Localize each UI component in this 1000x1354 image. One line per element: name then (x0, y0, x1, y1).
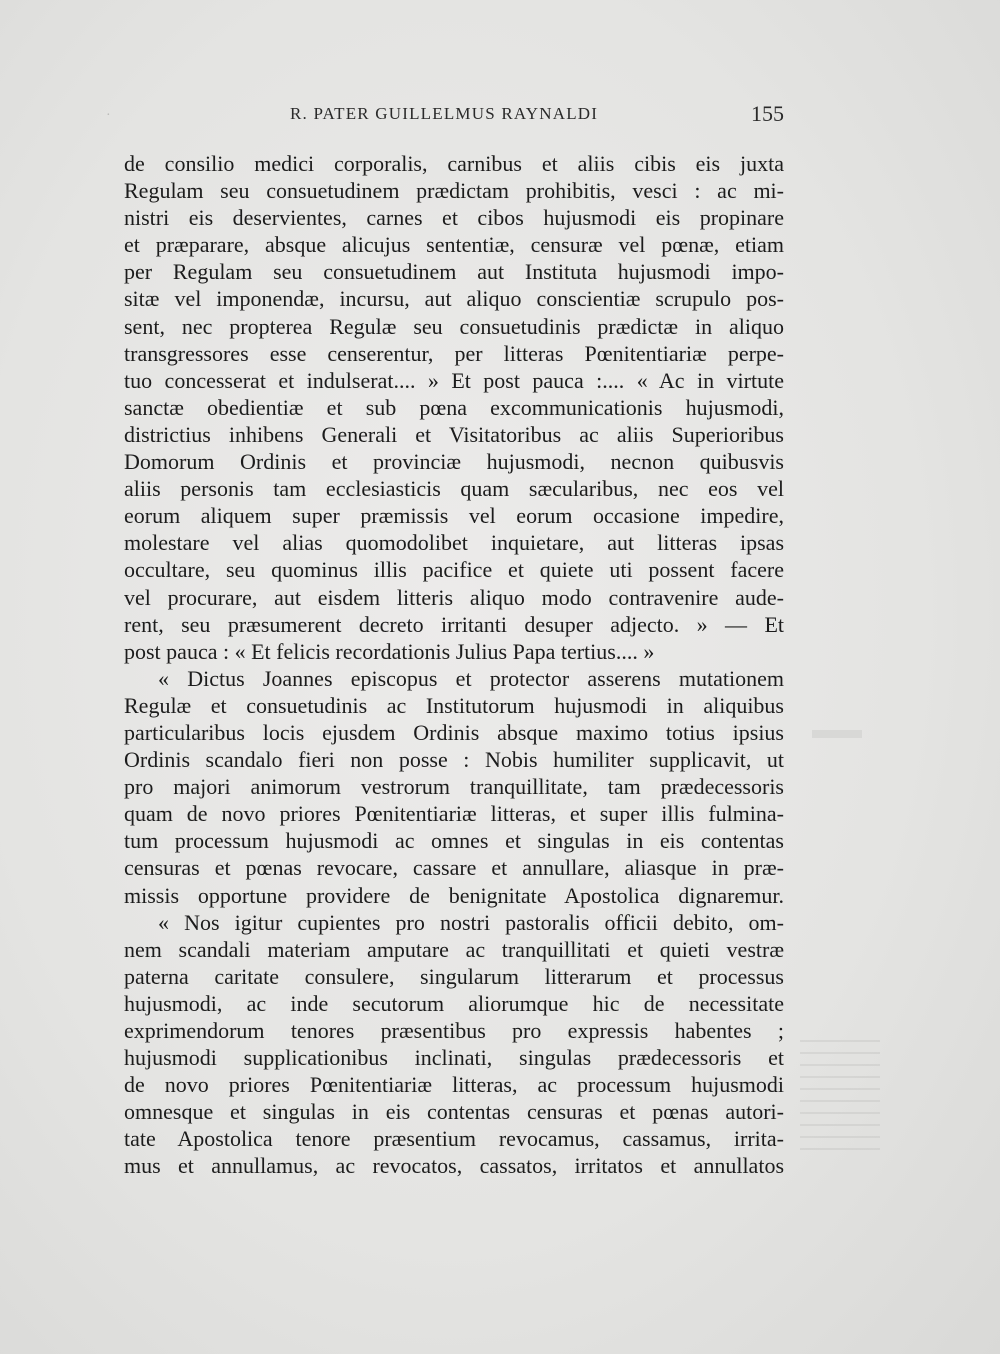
text-line: Regulæ et consuetudinis ac Institutorum hujusmodi in aliquibus (124, 692, 784, 718)
running-head (124, 101, 784, 134)
text-line: missis opportune providere de benignitate Apostolica dignaremur. (124, 882, 784, 908)
text-line: sent, nec propterea Regulæ seu consuetudinis prædictæ in aliquo (124, 313, 784, 339)
running-title: R. PATER GUILLELMUS RAYNALDI (290, 104, 599, 123)
text-line: pro majori animorum vestrorum tranquillitate, tam prædecessoris (124, 774, 784, 800)
text-line: exprimendorum tenores præsentibus pro expressis habentes ; (124, 1018, 784, 1043)
text-line: omnesque et singulas in eis contentas censuras et pœnas autori- (124, 1099, 784, 1125)
show-through-note (800, 1040, 880, 1150)
text-line: Domorum Ordinis et provinciæ hujusmodi, necnon quibusvis (124, 449, 784, 475)
show-through-mark (812, 730, 862, 738)
text-line: Regulam seu consuetudinem prædictam prohibitis, vesci : ac mi- (124, 178, 784, 204)
text-line: post pauca : « Et felicis recordationis Julius Papa tertius.... » (124, 638, 655, 664)
text-line: censuras et pœnas revocare, cassare et annullare, aliasque in præ- (124, 855, 784, 881)
text-line: quam de novo priores Pœnitentiariæ litteras, et super illis fulmina- (124, 801, 784, 827)
text-line: nistri eis deservientes, carnes et cibos hujusmodi eis propinare (124, 205, 784, 231)
text-line: nem scandali materiam amputare ac tranquillitati et quieti vestræ (124, 936, 784, 962)
page-number: 155 (751, 101, 784, 126)
text-line: et præparare, absque alicujus sententiæ, censuræ vel pœnæ, etiam (124, 232, 784, 258)
text-line: mus et annullamus, ac revocatos, cassatos, irritatos et annullatos (124, 1153, 784, 1179)
text-line: aliis personis tam ecclesiasticis quam sæcularibus, nec eos vel (124, 476, 784, 502)
text-line: sitæ vel imponendæ, incursu, aut aliquo conscientiæ scrupulo pos- (124, 286, 784, 312)
text-line: occultare, seu quominus illis pacifice et quiete uti possent facere (124, 557, 784, 583)
text-line: paterna caritate consulere, singularum litterarum et processus (124, 963, 784, 989)
body-text (124, 150, 784, 1180)
text-line: transgressores esse censerentur, per litteras Pœnitentiariæ perpe- (124, 340, 784, 366)
text-line: de novo priores Pœnitentiariæ litteras, ac processum hujusmodi (124, 1072, 784, 1098)
text-line: districtius inhibens Generali et Visitatoribus ac aliis Superioribus (124, 421, 784, 447)
text-line: « Nos igitur cupientes pro nostri pastoralis officii debito, om- (158, 909, 784, 935)
text-line: « Dictus Joannes episcopus et protector asserens mutationem (158, 665, 784, 691)
text-line: sanctæ obedientiæ et sub pœna excommunicationis hujusmodi, (124, 394, 784, 420)
text-line: vel procurare, aut eisdem litteris aliquo modo contravenire aude- (124, 584, 784, 610)
text-line: per Regulam seu consuetudinem aut Instituta hujusmodi impo- (124, 259, 784, 285)
text-line: hujusmodi, ac inde secutorum aliorumque hic de necessitate (124, 990, 784, 1016)
text-line: Ordinis scandalo fieri non posse : Nobis humiliter supplicavit, ut (124, 747, 784, 773)
text-line: rent, seu præsumerent decreto irritanti desuper adjecto. » — Et (124, 611, 784, 637)
text-line: particularibus locis ejusdem Ordinis absque maximo totius ipsius (124, 719, 784, 745)
text-line: de consilio medici corporalis, carnibus et aliis cibis eis juxta (124, 151, 784, 176)
text-line: tate Apostolica tenore præsentium revocamus, cassamus, irrita- (124, 1126, 784, 1152)
text-line: hujusmodi supplicationibus inclinati, singulas prædecessoris et (124, 1045, 784, 1071)
text-line: tuo concesserat et indulserat.... » Et post pauca :.... « Ac in virtute (124, 367, 784, 393)
text-line: eorum aliquem super præmissis vel eorum occasione impedire, (124, 503, 784, 529)
margin-mark: · (106, 108, 111, 123)
text-line: tum processum hujusmodi ac omnes et singulas in eis contentas (124, 828, 784, 854)
text-line: molestare vel alias quomodolibet inquietare, aut litteras ipsas (124, 530, 784, 556)
